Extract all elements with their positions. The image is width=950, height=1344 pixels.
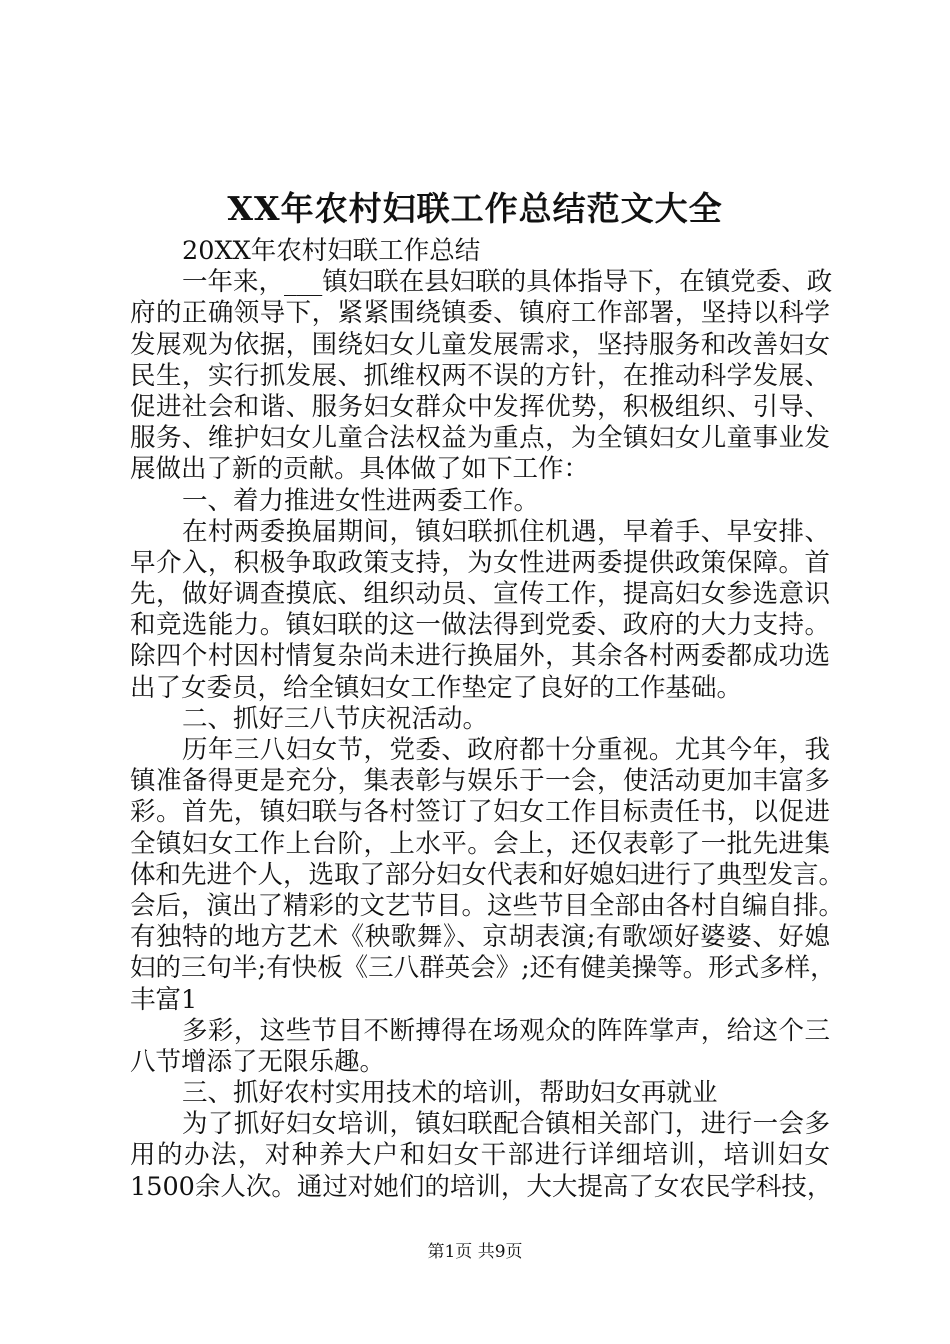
paragraph-line: 一年来，___镇妇联在县妇联的具体指导下，在镇党委、政: [182, 267, 833, 298]
paragraph-line: 展做出了新的贡献。具体做了如下工作：: [130, 454, 590, 485]
paragraph-line: 1500余人次。通过对她们的培训，大大提高了女农民学科技，: [130, 1171, 833, 1202]
paragraph-line: 全镇妇女工作上台阶，上水平。会上，还仅表彰了一批先进集: [130, 828, 830, 859]
paragraph-line: 多彩，这些节目不断搏得在场观众的阵阵掌声，给这个三: [182, 1015, 830, 1046]
paragraph-line: 在村两委换届期间，镇妇联抓住机遇，早着手、早安排、: [182, 516, 830, 547]
paragraph-line: 出了女委员，给全镇妇女工作垫定了良好的工作基础。: [130, 672, 743, 703]
document-body: [130, 236, 845, 1203]
paragraph-line: 有独特的地方艺术《秧歌舞》、京胡表演;有歌颂好婆婆、好媳: [130, 922, 830, 953]
paragraph-line: 为了抓好妇女培训，镇妇联配合镇相关部门，进行一会多: [182, 1109, 830, 1140]
section-heading: 二、抓好三八节庆祝活动。: [182, 703, 489, 734]
section-heading: 一、着力推进女性进两委工作。: [182, 485, 540, 516]
paragraph-line: 早介入，积极争取政策支持，为女性进两委提供政策保障。首: [130, 547, 830, 578]
paragraph-line: 民生，实行抓发展、抓维权两不误的方针，在推动科学发展、: [130, 360, 830, 391]
paragraph-line: 用的办法，对种养大户和妇女干部进行详细培训，培训妇女: [130, 1140, 830, 1171]
page-indicator: 第1页 共9页: [427, 1242, 523, 1262]
paragraph-line: 彩。首先，镇妇联与各村签订了妇女工作目标责任书，以促进: [130, 797, 830, 828]
paragraph-line: 镇准备得更是充分，集表彰与娱乐于一会，使活动更加丰富多: [130, 766, 830, 797]
paragraph-line: 历年三八妇女节，党委、政府都十分重视。尤其今年，我: [182, 735, 830, 765]
paragraph-line: 会后，演出了精彩的文艺节目。这些节目全部由各村自编自排。: [130, 890, 845, 921]
document-title: XX年农村妇联工作总结范文大全: [227, 189, 723, 228]
section-heading: 三、抓好农村实用技术的培训，帮助妇女再就业: [182, 1078, 718, 1109]
paragraph-line: 丰富1: [130, 984, 198, 1015]
paragraph-line: 促进社会和谐、服务妇女群众中发挥优势，积极组织、引导、: [130, 391, 830, 422]
paragraph-line: 八节增添了无限乐趣。: [130, 1046, 386, 1077]
paragraph-line: 体和先进个人，选取了部分妇女代表和好媳妇进行了典型发言。: [130, 859, 845, 890]
paragraph-line: 和竞选能力。镇妇联的这一做法得到党委、政府的大力支持。: [130, 610, 830, 641]
paragraph-line: 除四个村因村情复杂尚未进行换届外，其余各村两委都成功选: [130, 641, 830, 672]
paragraph-line: 服务、维护妇女儿童合法权益为重点，为全镇妇女儿童事业发: [130, 423, 830, 454]
subtitle-line: 20XX年农村妇联工作总结: [182, 236, 481, 266]
paragraph-line: 发展观为依据，围绕妇女儿童发展需求，坚持服务和改善妇女: [130, 329, 830, 360]
paragraph-line: 妇的三句半;有快板《三八群英会》;还有健美操等。形式多样，: [130, 953, 836, 984]
paragraph-line: 府的正确领导下，紧紧围绕镇委、镇府工作部署，坚持以科学: [130, 298, 830, 329]
paragraph-line: 先，做好调查摸底、组织动员、宣传工作，提高妇女参选意识: [130, 579, 830, 610]
